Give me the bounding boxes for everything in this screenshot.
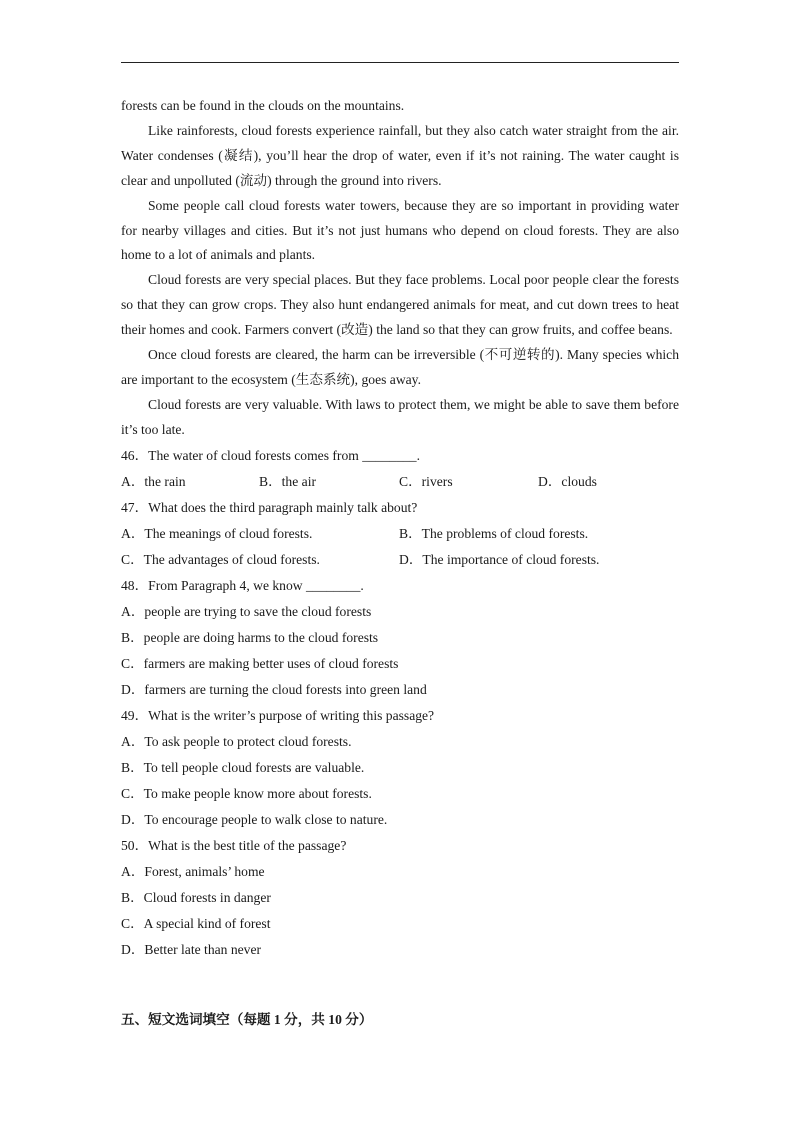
question-47-stem: 47．What does the third paragraph mainly talk about? [121,499,418,515]
question-48-option-a[interactable]: A．people are trying to save the cloud forests [121,603,372,619]
question-46-options [121,469,679,495]
passage-paragraph-4: Cloud forests are very special places. But they face problems. Local poor people clear the forests so that they can grow crops. They also hunt endangered animals for meat, and cut down trees to heat their homes and cook. Farmers convert (改造) the land so that they can grow fruits, and coffee beans. [121,272,679,338]
passage-paragraph-1: forests can be found in the clouds on the mountains. [121,98,405,113]
question-49-option-d[interactable]: D．To encourage people to walk close to nature. [121,811,388,827]
question-50-option-c[interactable]: C．A special kind of forest [121,915,271,931]
question-47-option-b[interactable]: B．The problems of cloud forests. [399,525,589,541]
question-49-option-b[interactable]: B．To tell people cloud forests are valuable. [121,759,365,775]
header-rule [121,62,679,63]
question-46-option-d[interactable]: D．clouds [538,473,597,489]
question-50-option-d[interactable]: D．Better late than never [121,941,262,957]
question-50-stem: 50．What is the best title of the passage? [121,837,347,853]
question-47-options-row-1 [121,521,679,547]
question-48-option-d[interactable]: D．farmers are turning the cloud forests into green land [121,681,427,697]
question-47-option-d[interactable]: D．The importance of cloud forests. [399,551,600,567]
document-body [121,94,679,963]
passage-paragraph-2: Like rainforests, cloud forests experience rainfall, but they also catch water straight from the air. Water condenses (凝结), you’ll hear the drop of water, even if it’s not raining. The water caught is clear and unpolluted (流动) through the ground into rivers. [121,122,679,188]
question-50-option-b[interactable]: B．Cloud forests in danger [121,889,271,905]
passage-paragraph-6: Cloud forests are very valuable. With laws to protect them, we might be able to save them before it’s too late. [121,396,679,437]
question-50-option-a[interactable]: A．Forest, animals’ home [121,863,265,879]
question-49-stem: 49．What is the writer’s purpose of writing this passage? [121,707,435,723]
section-heading: 五、短文选词填空（每题 1 分，共 10 分） [121,1012,373,1027]
question-47-option-c[interactable]: C．The advantages of cloud forests. [121,551,320,567]
question-48-option-c[interactable]: C．farmers are making better uses of cloud forests [121,655,399,671]
question-47-options-row-2 [121,547,679,573]
question-47-option-a[interactable]: A．The meanings of cloud forests. [121,525,313,541]
question-46-option-a[interactable]: A．the rain [121,473,186,489]
passage-paragraph-5: Once cloud forests are cleared, the harm can be irreversible (不可逆转的). Many species which are important to the ecosystem (生态系统), goes away. [121,347,679,387]
passage-paragraph-3: Some people call cloud forests water towers, because they are so important in providing water for nearby villages and cities. But it’s not just humans who depend on cloud forests. They are also home to a lot of animals and plants. [121,197,679,263]
question-49-option-c[interactable]: C．To make people know more about forests. [121,785,372,801]
question-46-stem: 46．The water of cloud forests comes from ________. [121,447,420,463]
question-46-option-c[interactable]: C．rivers [399,473,453,489]
question-48-option-b[interactable]: B．people are doing harms to the cloud forests [121,629,379,645]
question-48-stem: 48．From Paragraph 4, we know ________. [121,577,364,593]
question-46-option-b[interactable]: B．the air [259,473,317,489]
question-49-option-a[interactable]: A．To ask people to protect cloud forests. [121,733,352,749]
